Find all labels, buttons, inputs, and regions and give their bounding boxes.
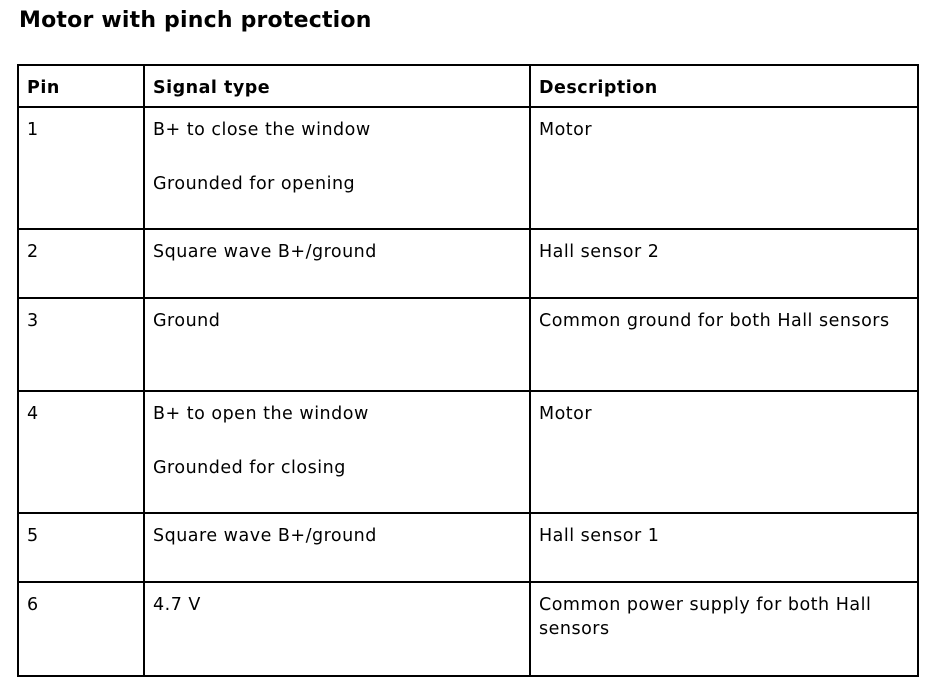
pin-table: [17, 64, 919, 677]
description-cell: Motor: [530, 391, 918, 513]
signal-line: Square wave B+/ground: [153, 526, 377, 546]
description-cell: Hall sensor 1: [530, 513, 918, 582]
pin-cell: 3: [18, 298, 144, 391]
signal-line: Ground: [153, 311, 221, 331]
pin-cell: 4: [18, 391, 144, 513]
signal-cell: [144, 391, 530, 513]
pin-cell: 5: [18, 513, 144, 582]
description-cell: Hall sensor 2: [530, 229, 918, 298]
signal-line: 4.7 V: [153, 595, 201, 615]
signal-cell: [144, 229, 530, 298]
pin-cell: 2: [18, 229, 144, 298]
table-row: [18, 107, 918, 229]
signal-line: Square wave B+/ground: [153, 242, 377, 262]
signal-line: B+ to close the window: [153, 120, 371, 140]
table-row: [18, 229, 918, 298]
table-row: [18, 513, 918, 582]
signal-cell: [144, 298, 530, 391]
description-cell: Common ground for both Hall sensors: [530, 298, 918, 391]
pin-cell: 1: [18, 107, 144, 229]
description-cell: Common power supply for both Hall sensors: [530, 582, 918, 676]
signal-cell: [144, 107, 530, 229]
table-row: [18, 582, 918, 676]
signal-line: B+ to open the window: [153, 404, 369, 424]
signal-line: Grounded for opening: [153, 174, 356, 194]
header-description: Description: [530, 65, 918, 107]
description-cell: Motor: [530, 107, 918, 229]
signal-cell: [144, 582, 530, 676]
pin-cell: 6: [18, 582, 144, 676]
table-row: [18, 298, 918, 391]
page-title: Motor with pinch protection: [19, 8, 372, 33]
signal-line: Grounded for closing: [153, 458, 346, 478]
signal-cell: [144, 513, 530, 582]
table-header-row: [18, 65, 918, 107]
header-pin: Pin: [18, 65, 144, 107]
header-signal-type: Signal type: [144, 65, 530, 107]
table-row: [18, 391, 918, 513]
